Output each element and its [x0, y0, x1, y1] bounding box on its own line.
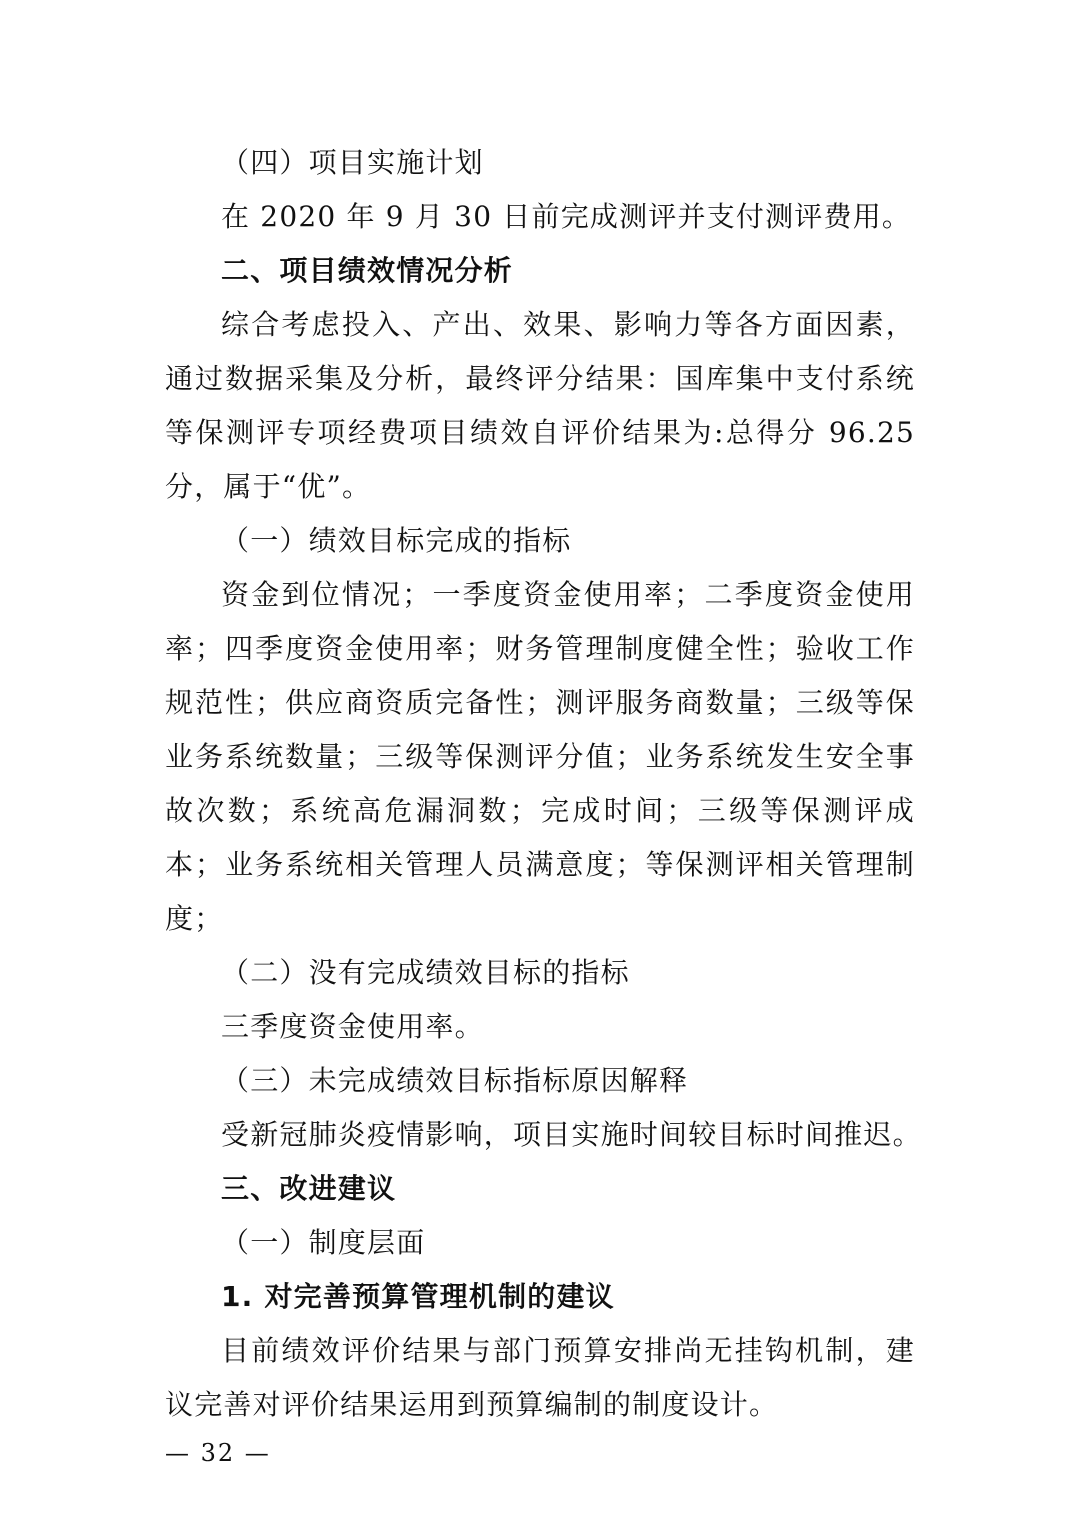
- paragraph-implementation-plan: 在 2020 年 9 月 30 日前完成测评并支付测评费用。: [221, 200, 912, 233]
- paragraph-budget-mechanism: 目前绩效评价结果与部门预算安排尚无挂钩机制，建议完善对评价结果运用到预算编制的制度设计。: [165, 1334, 915, 1421]
- chapter-heading-improvement-suggestions: 三、改进建议: [221, 1172, 397, 1205]
- page-number: — 32 —: [165, 1439, 271, 1467]
- chapter-heading-performance-analysis: 二、项目绩效情况分析: [221, 254, 514, 287]
- paragraph-completed-indicators: 资金到位情况；一季度资金使用率；二季度资金使用率；四季度资金使用率；财务管理制度健全性；验收工作规范性；供应商资质完备性；测评服务商数量；三级等保业务系统数量；三级等保测评分值；业务系统发生安全事故次数；系统高危漏洞数；完成时间；三级等保测评成本；业务系统相关管理人员满意度；等保测评相关管理制度；: [165, 578, 915, 935]
- section-heading-incomplete-indicators: （二）没有完成绩效目标的指标: [221, 956, 630, 989]
- paragraph-incomplete-reason: 受新冠肺炎疫情影响，项目实施时间较目标时间推迟。: [221, 1118, 922, 1151]
- paragraph-incomplete-indicators: 三季度资金使用率。: [221, 1010, 484, 1043]
- section-heading-system-level: （一）制度层面: [221, 1226, 426, 1259]
- paragraph-performance-analysis: 综合考虑投入、产出、效果、影响力等各方面因素，通过数据采集及分析，最终评分结果：国库集中支付系统等保测评专项经费项目绩效自评价结果为:总得分 96.25 分，属于“优”。: [165, 308, 915, 503]
- section-heading-incomplete-reason: （三）未完成绩效目标指标原因解释: [221, 1064, 689, 1097]
- section-heading-implementation-plan: （四）项目实施计划: [221, 146, 484, 179]
- subsection-heading-budget-mechanism: 1. 对完善预算管理机制的建议: [221, 1280, 615, 1313]
- page-content: [165, 136, 922, 1432]
- section-heading-completed-indicators: （一）绩效目标完成的指标: [221, 524, 572, 557]
